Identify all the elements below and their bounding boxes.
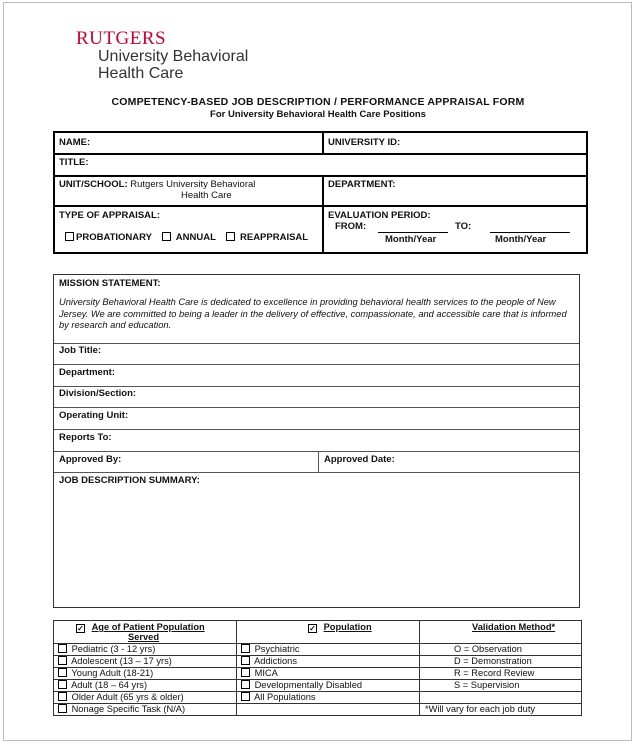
- age-label: Adult (18 – 64 yrs): [71, 680, 148, 690]
- from-date-line[interactable]: [378, 232, 448, 233]
- adult-checkbox[interactable]: [58, 680, 67, 689]
- checkmark-icon: ✓: [77, 624, 84, 633]
- unit-value-line2: Health Care: [181, 190, 232, 201]
- population-table: [53, 620, 582, 716]
- age-row: [58, 680, 147, 690]
- unit-school-field: [59, 179, 255, 201]
- population-label: Developmentally Disabled: [254, 680, 363, 690]
- department-field-label: Department:: [59, 367, 115, 378]
- reports-to-label: Reports To:: [59, 432, 112, 443]
- divider: [54, 364, 579, 365]
- population-row: [241, 668, 278, 678]
- validation-method: D = Demonstration: [454, 656, 532, 666]
- validation-method: S = Supervision: [454, 680, 520, 690]
- probationary-label: PROBATIONARY: [76, 232, 152, 243]
- to-label: TO:: [455, 221, 472, 232]
- population-row: [241, 656, 297, 666]
- age-label: Pediatric (3 - 12 yrs): [71, 644, 156, 654]
- divider: [419, 691, 581, 692]
- annual-label: ANNUAL: [175, 232, 216, 243]
- appraisal-options: [65, 232, 308, 243]
- population-header: [308, 622, 372, 633]
- job-title-label: Job Title:: [59, 345, 102, 356]
- department-label: DEPARTMENT:: [328, 179, 396, 190]
- validation-note: *Will vary for each job duty: [425, 704, 536, 714]
- division-section-label: Division/Section:: [59, 388, 137, 399]
- divider: [54, 343, 579, 344]
- validation-method-header: Validation Method*: [472, 622, 556, 632]
- divider: [54, 386, 579, 387]
- job-description-summary-label: JOB DESCRIPTION SUMMARY:: [59, 475, 200, 486]
- adolescent-checkbox[interactable]: [58, 656, 67, 665]
- age-row: [58, 644, 155, 654]
- checkmark-icon: ✓: [309, 624, 316, 633]
- divider: [54, 472, 579, 473]
- population-label: Addictions: [254, 656, 297, 666]
- unit-label: UNIT/SCHOOL:: [59, 179, 128, 190]
- age-label: Adolescent (13 – 17 yrs): [71, 656, 172, 666]
- all-populations-checkbox[interactable]: [241, 692, 250, 701]
- pediatric-checkbox[interactable]: [58, 644, 67, 653]
- young-adult-checkbox[interactable]: [58, 668, 67, 677]
- divider: [236, 621, 237, 715]
- mica-checkbox[interactable]: [241, 668, 250, 677]
- month-year-from: Month/Year: [385, 234, 437, 245]
- population-label: MICA: [254, 668, 278, 678]
- from-label: FROM:: [335, 221, 367, 232]
- addictions-checkbox[interactable]: [241, 656, 250, 665]
- divider: [54, 407, 579, 408]
- to-date-line[interactable]: [490, 232, 570, 233]
- divider: [54, 451, 579, 452]
- divider: [318, 451, 319, 472]
- type-of-appraisal-label: TYPE OF APPRAISAL:: [59, 210, 160, 221]
- older-adult-checkbox[interactable]: [58, 692, 67, 701]
- approved-by-label: Approved By:: [59, 454, 122, 465]
- developmentally-disabled-checkbox[interactable]: [241, 680, 250, 689]
- name-label: NAME:: [59, 137, 91, 148]
- divider: [55, 175, 586, 177]
- evaluation-period-label: EVALUATION PERIOD:: [328, 210, 431, 221]
- age-row: [58, 692, 184, 702]
- age-label: Older Adult (65 yrs & older): [71, 692, 184, 702]
- validation-method: R = Record Review: [454, 668, 535, 678]
- mission-statement-text: University Behavioral Health Care is dedicated to excellence in providing behavioral health services to the people of New Jersey. We are committed to being a leader in the delivery of effective, compassionate, and accessible care that is informed by research and education.: [59, 297, 567, 330]
- age-header-line1: Age of Patient Population: [91, 622, 205, 632]
- unit-value-line1: Rutgers University Behavioral: [130, 179, 256, 190]
- validation-method: O = Observation: [454, 644, 522, 654]
- logo-line-1: University Behavioral: [98, 48, 249, 65]
- university-id-label: UNIVERSITY ID:: [328, 137, 401, 148]
- month-year-to: Month/Year: [495, 234, 547, 245]
- divider: [55, 205, 586, 207]
- mission-statement-label: MISSION STATEMENT:: [59, 278, 161, 289]
- header-table: [53, 131, 588, 254]
- reappraisal-checkbox[interactable]: [226, 232, 235, 241]
- logo-line-2: Health Care: [98, 65, 184, 82]
- form-subtitle: For University Behavioral Health Care Positions: [210, 109, 426, 120]
- probationary-checkbox[interactable]: [65, 232, 74, 241]
- divider: [54, 429, 579, 430]
- population-label: Psychiatric: [254, 644, 300, 654]
- divider: [55, 153, 586, 155]
- population-row: [241, 692, 316, 702]
- operating-unit-label: Operating Unit:: [59, 410, 129, 421]
- age-row: [58, 668, 153, 678]
- age-row: [58, 656, 172, 666]
- age-row: [58, 704, 185, 714]
- population-row: [241, 680, 362, 690]
- population-header-label: Population: [323, 622, 372, 632]
- age-label: Nonage Specific Task (N/A): [71, 704, 186, 714]
- psychiatric-checkbox[interactable]: [241, 644, 250, 653]
- nonage-specific-checkbox[interactable]: [58, 704, 67, 713]
- age-header-line2: Served: [128, 632, 160, 642]
- population-row: [241, 644, 300, 654]
- age-label: Young Adult (18-21): [71, 668, 154, 678]
- divider: [322, 133, 324, 153]
- divider: [322, 175, 324, 253]
- form-title: COMPETENCY-BASED JOB DESCRIPTION / PERFORMANCE APPRAISAL FORM: [111, 96, 525, 108]
- annual-checkbox[interactable]: [162, 232, 171, 241]
- reappraisal-label: REAPPRAISAL: [240, 232, 309, 243]
- mission-section: [53, 274, 580, 608]
- divider: [419, 621, 420, 715]
- rutgers-logo: RUTGERS: [76, 28, 167, 49]
- population-label: All Populations: [254, 692, 316, 702]
- divider: [236, 703, 419, 704]
- approved-date-label: Approved Date:: [324, 454, 395, 465]
- title-label: TITLE:: [59, 157, 89, 168]
